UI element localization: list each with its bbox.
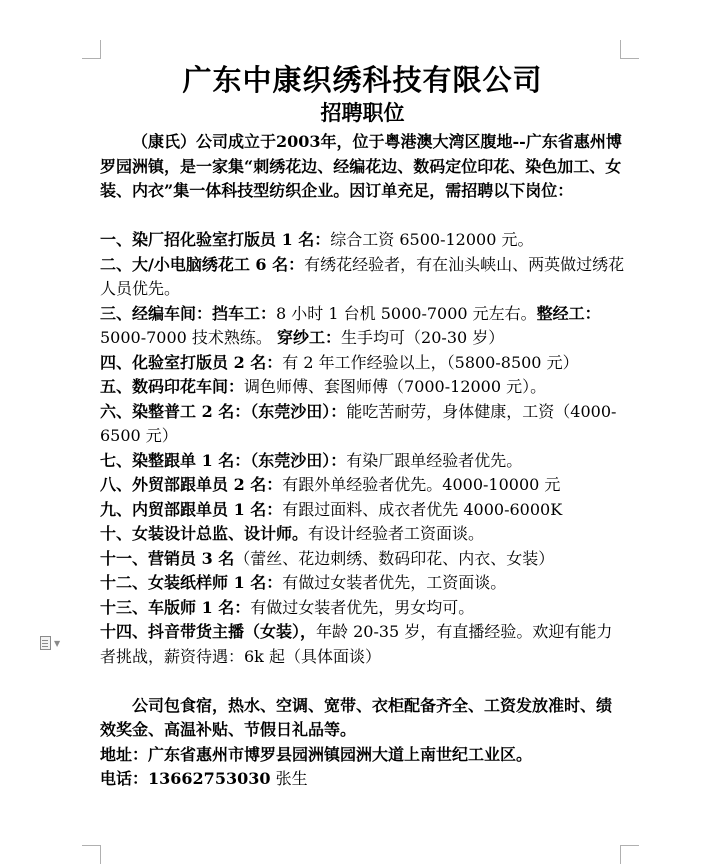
job-item: 八、外贸部跟单员 2 名：有跟外单经验者优先。4000-10000 元 — [100, 475, 561, 494]
page-corner-top-right — [620, 40, 639, 59]
document-body — [100, 62, 625, 792]
job-item: 七、染整跟单 1 名：（东莞沙田）：有染厂跟单经验者优先。 — [100, 450, 523, 470]
company-title: 广东中康织绣科技有限公司 — [182, 63, 543, 97]
page-corner-bottom-left — [82, 845, 101, 864]
page-subtitle: 招聘职位 — [320, 100, 405, 125]
page-corner-top-left — [82, 40, 101, 59]
job-item: 四、化验室打版员 2 名：有 2 年工作经验以上，（5800-8500 元） — [100, 352, 579, 372]
intro-paragraph: （康氏）公司成立于2003年，位于粤港澳大湾区腹地--广东省惠州博罗园洲镇，是一家集“刺绣花边、经编花边、数码定位印花、染色加工、女装、内衣”集一体科技型纺织企业。因订单充足，需招聘以下岗位： — [100, 132, 622, 200]
job-item: 二、大/小电脑绣花工 6 名：有绣花经验者，有在汕头峡山、两英做过绣花人员优先。 — [100, 254, 625, 298]
address-line: 地址：广东省惠州市博罗县园洲镇园洲大道上南世纪工业区。 — [100, 744, 533, 764]
job-item: 十四、抖音带货主播（女装），年龄 20-35 岁，有直播经验。欢迎有能力者挑战，薪资待遇：6k 起（具体面谈） — [100, 622, 613, 666]
job-item: 九、内贸部跟单员 1 名：有跟过面料、成衣者优先 4000-6000K — [100, 499, 563, 519]
job-item: 五、数码印花车间：调色师傅、套图师傅（7000-12000 元）。 — [100, 377, 547, 396]
job-item: 十二、女装纸样师 1 名：有做过女装者优先，工资面谈。 — [100, 573, 507, 592]
benefits-paragraph: 公司包食宿，热水、空调、宽带、衣柜配备齐全、工资发放准时、绩效奖金、高温补贴、节假日礼品等。 — [100, 695, 613, 739]
page-corner-bottom-right — [620, 845, 639, 864]
job-item: 六、染整普工 2 名：（东莞沙田）：能吃苦耐劳，身体健康，工资（4000-6500 元） — [100, 401, 617, 445]
phone-line: 电话：13662753030 张生 — [100, 769, 308, 788]
job-item: 十三、车版师 1 名：有做过女装者优先，男女均可。 — [100, 597, 475, 617]
job-item: 一、染厂招化验室打版员 1 名：综合工资 6500-12000 元。 — [100, 230, 534, 249]
document-icon[interactable] — [40, 636, 62, 652]
job-item: 十一、营销员 3 名（蕾丝、花边刺绣、数码印花、内衣、女装） — [100, 548, 555, 568]
dropdown-arrow-icon[interactable]: ▼ — [54, 639, 61, 648]
job-item: 十、女装设计总监、设计师。有设计经验者工资面谈。 — [100, 524, 485, 543]
job-item: 三、经编车间：挡车工：8 小时 1 台机 5000-7000 元左右。整经工：5000-7000 技术熟练。 穿纱工：生手均可（20-30 岁） — [100, 303, 601, 347]
